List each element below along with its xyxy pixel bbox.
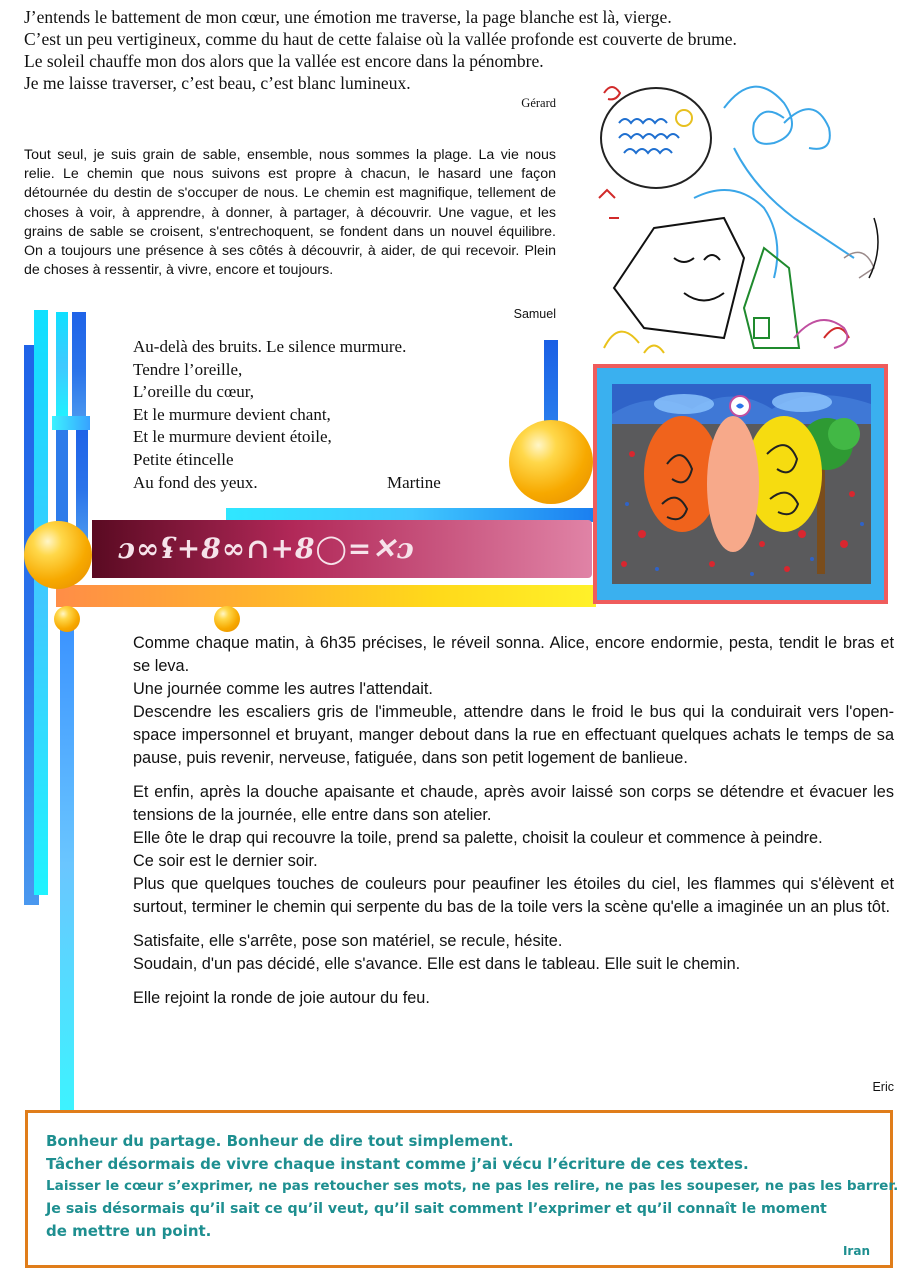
signature-martine: Martine — [387, 473, 441, 492]
decor-ball-left — [24, 521, 92, 589]
symbol-banner-text: ɔ∞ʢ+8∞∩+8◯=✕ɔ — [118, 532, 415, 565]
paragraph: Elle rejoint la ronde de joie autour du feu. — [133, 989, 430, 1007]
paragraph: Comme chaque matin, à 6h35 précises, le réveil sonna. Alice, encore endormie, pesta, tendit le bras et se leva. Une journée comme les autres l'attendait. Descendre les escaliers gris de l'immeuble, attendre dans le froid le bus qui la conduirait vers l'open-space impersonnel et bruyant, manger debout dans la rue en effectuant quelques achats le temps de sa pause, puis revenir, nerveuse, fatiguée, dans son petit logement de banlieue. — [133, 634, 894, 767]
signature-gerard: Gérard — [521, 96, 556, 110]
signature-iran: Iran — [842, 1244, 870, 1258]
decor-bar-horizontal-orange — [56, 585, 596, 607]
quote-line: Laisser le cœur s’exprimer, ne pas retoucher ses mots, ne pas les relire, ne pas les soupeser, ne pas les barrer. — [46, 1178, 899, 1194]
quote-line: Tâcher désormais de vivre chaque instant comme j’ai vécu l’écriture de ces textes. — [46, 1154, 749, 1173]
paragraph: Tout seul, je suis grain de sable, ensemble, nous sommes la plage. La vie nous relie. Le chemin que nous suivons est propre à chacun, le hasard une façon détournée du destin de s'occuper de nous. Le chemin est magnifique, tellement de choses à voir, à apprendre, à donner, à partager, à découvrir. Une vague, et les grains de sable se croisent, s'entrechoquent, se fondent dans un nouvel équilibre. On a toujours une présence à ses côtés à découvrir, à aider, de qui recevoir. Plein de choses à ressentir, à vivre, encore et toujours. — [24, 147, 556, 279]
scribble-swirl — [724, 87, 854, 258]
text-line: Le soleil chauffe mon dos alors que la vallée est encore dans la pénombre. — [24, 51, 544, 71]
scribble-house — [744, 248, 799, 348]
poem-line: Et le murmure devient étoile, — [133, 427, 332, 447]
decor-bar-left-cyan — [34, 310, 48, 895]
decor-ball-large — [509, 420, 593, 504]
decor-bar-connector — [52, 416, 90, 430]
story-eric — [133, 632, 894, 1021]
decor-ball-small — [54, 606, 80, 632]
quote-line: Je sais désormais qu’il sait ce qu’il veut, qu’il sait comment l’exprimer et qu’il connaît le moment — [46, 1200, 827, 1217]
paragraph: Satisfaite, elle s'arrête, pose son matériel, se recule, hésite. Soudain, d'un pas décidé, elle s'avance. Elle est dans le tableau. Elle suit le chemin. — [133, 932, 741, 973]
text-line: J’entends le battement de mon cœur, une émotion me traverse, la page blanche est là, vierge. — [24, 7, 672, 27]
quote-line: de mettre un point. — [46, 1222, 212, 1240]
decor-ball-small-2 — [214, 606, 240, 632]
poem-line: Au-delà des bruits. Le silence murmure. — [133, 337, 407, 356]
text-samuel — [24, 146, 556, 280]
poem-line: Petite étincelle — [133, 449, 234, 469]
poem-line: L’oreille du cœur, — [133, 382, 254, 402]
paragraph: Et enfin, après la douche apaisante et chaude, après avoir laissé son corps se détendre et évacuer les tensions de la journée, elle entre dans son atelier. Elle ôte le drap qui recouvre la toile, prend sa palette, choisit la couleur et commence à peindre. Ce soir est le dernier soir. Plus que quelques touches de couleurs pour peaufiner les étoiles du ciel, les flammes qui s'élèvent et surtout, terminer le chemin qui serpente du bas de la toile vers la scène qu'elle a imaginée un an plus tôt. — [133, 783, 894, 916]
poem-line: Et le murmure devient chant, — [133, 404, 331, 424]
text-line: Je me laisse traverser, c’est beau, c’est blanc lumineux. — [24, 73, 411, 93]
signature-samuel: Samuel — [513, 307, 556, 321]
scribble-sun — [676, 110, 692, 126]
scribble-red — [599, 87, 849, 338]
decor-bar-left-dark-2 — [72, 312, 86, 420]
poem-line: Tendre l’oreille, — [133, 359, 243, 379]
poem-line: Au fond des yeux. — [133, 472, 258, 492]
text-line: C’est un peu vertigineux, comme du haut de cette falaise où la vallée profonde est couverte de brume. — [24, 29, 737, 49]
butterfly-art — [612, 384, 871, 584]
signature-eric: Eric — [872, 1080, 894, 1094]
quote-line: Bonheur du partage. Bonheur de dire tout simplement. — [46, 1132, 514, 1150]
decor-bar-left-cyan-2 — [56, 312, 68, 420]
scribble-waves — [619, 119, 679, 153]
butterfly-drawing-frame — [593, 364, 888, 604]
iran-quote-text — [46, 1130, 899, 1243]
scribble-face — [614, 218, 744, 338]
poem-gerard — [24, 6, 737, 94]
drawing-butterfly-body — [707, 416, 759, 552]
decor-bar-lower — [60, 620, 74, 1110]
child-scribble-drawing — [584, 78, 904, 368]
poem-martine — [133, 336, 406, 494]
butterfly-drawing — [612, 384, 871, 584]
decor-bar-left-4 — [76, 430, 88, 540]
